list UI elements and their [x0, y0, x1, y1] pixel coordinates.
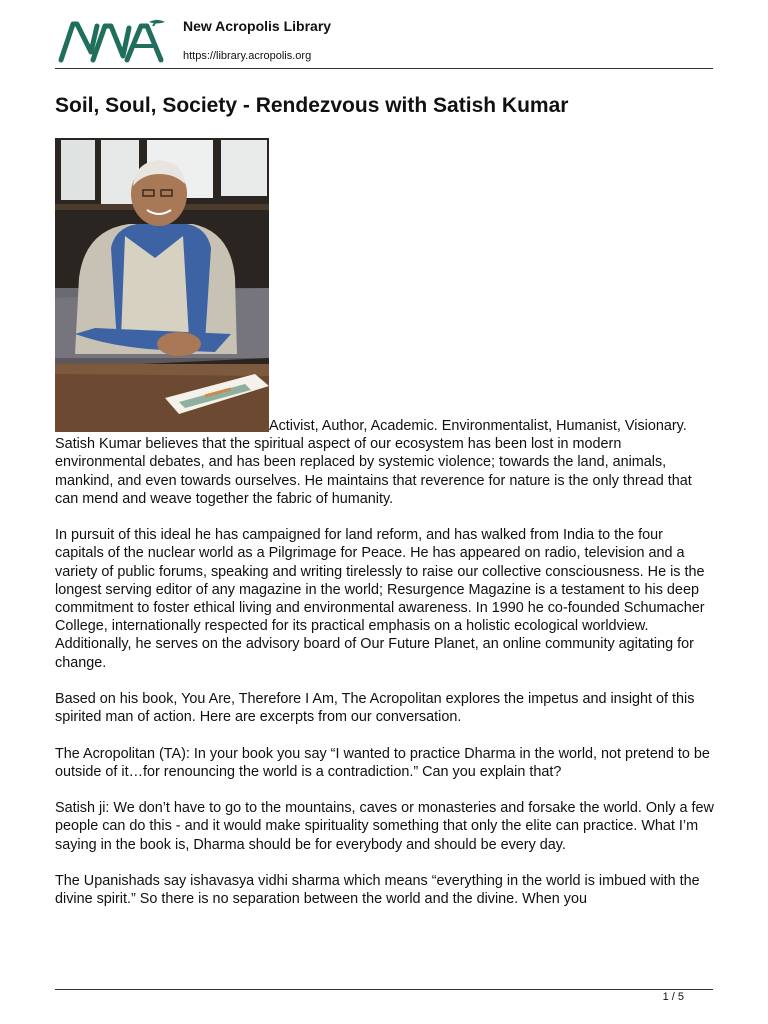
article-paragraph: Satish ji: We don’t have to go to the mountains, caves or monasteries and forsake the world. Only a few people can do this - and it would make spirituality something that only the elite can practice. What I’m saying in the book is, Dharma should be for everybody and should be every day. [55, 800, 714, 853]
site-url[interactable]: https://library.acropolis.org [183, 50, 312, 62]
article-paragraph: In pursuit of this ideal he has campaigned for land reform, and has walked from India to the four capitals of the nuclear world as a Pilgrimage for Peace. He has appeared on radio, television and a variety of public forums, speaking and writing tirelessly to raise our collective consciousness. He is the longest serving editor of any magazine in the world; Resurgence Magazine is a testament to his deep commitment to foster ethical living and environmental awareness. In 1990 he co-founded Schumacher College, internationally respected for its practical emphasis on a holistic ecological worldview. Additionally, he serves on the advisory board of Our Future Planet, an online community agitating for change. [55, 527, 705, 671]
article-paragraph: The Acropolitan (TA): In your book you say “I wanted to practice Dharma in the world, not pretend to be outside of it…for renouncing the world is a contradiction.” Can you explain that? [55, 745, 710, 780]
article-paragraph: Based on his book, You Are, Therefore I Am, The Acropolitan explores the impetus and insight of this spirited man of action. Here are excerpts from our conversation. [55, 691, 695, 726]
new-acropolis-logo-icon[interactable] [57, 16, 169, 64]
article-paragraph: Activist, Author, Academic. Environmentalist, Humanist, Visionary. Satish Kumar believes that the spiritual aspect of our ecosystem has been lost in modern environmental debates, and has been replaced by systemic violence; towards the land, animals, mankind, and even towards ourselves. He maintains that reverence for nature is the only thread that can mend and weave together the fabric of humanity. [55, 418, 692, 507]
page-number: 1 / 5 [662, 991, 684, 1003]
portrait-photo-icon [55, 138, 269, 432]
site-name[interactable]: New Acropolis Library [183, 18, 332, 34]
footer-divider [55, 989, 713, 990]
article-body [55, 417, 715, 927]
article-title: Soil, Soul, Society - Rendezvous with Satish Kumar [55, 94, 569, 117]
article-paragraph: The Upanishads say ishavasya vidhi sharma which means “everything in the world is imbued with the divine spirit.” So there is no separation between the world and the divine. When you [55, 873, 700, 908]
photo-spacer [55, 417, 269, 431]
page-header [55, 14, 713, 68]
header-divider [55, 68, 713, 69]
